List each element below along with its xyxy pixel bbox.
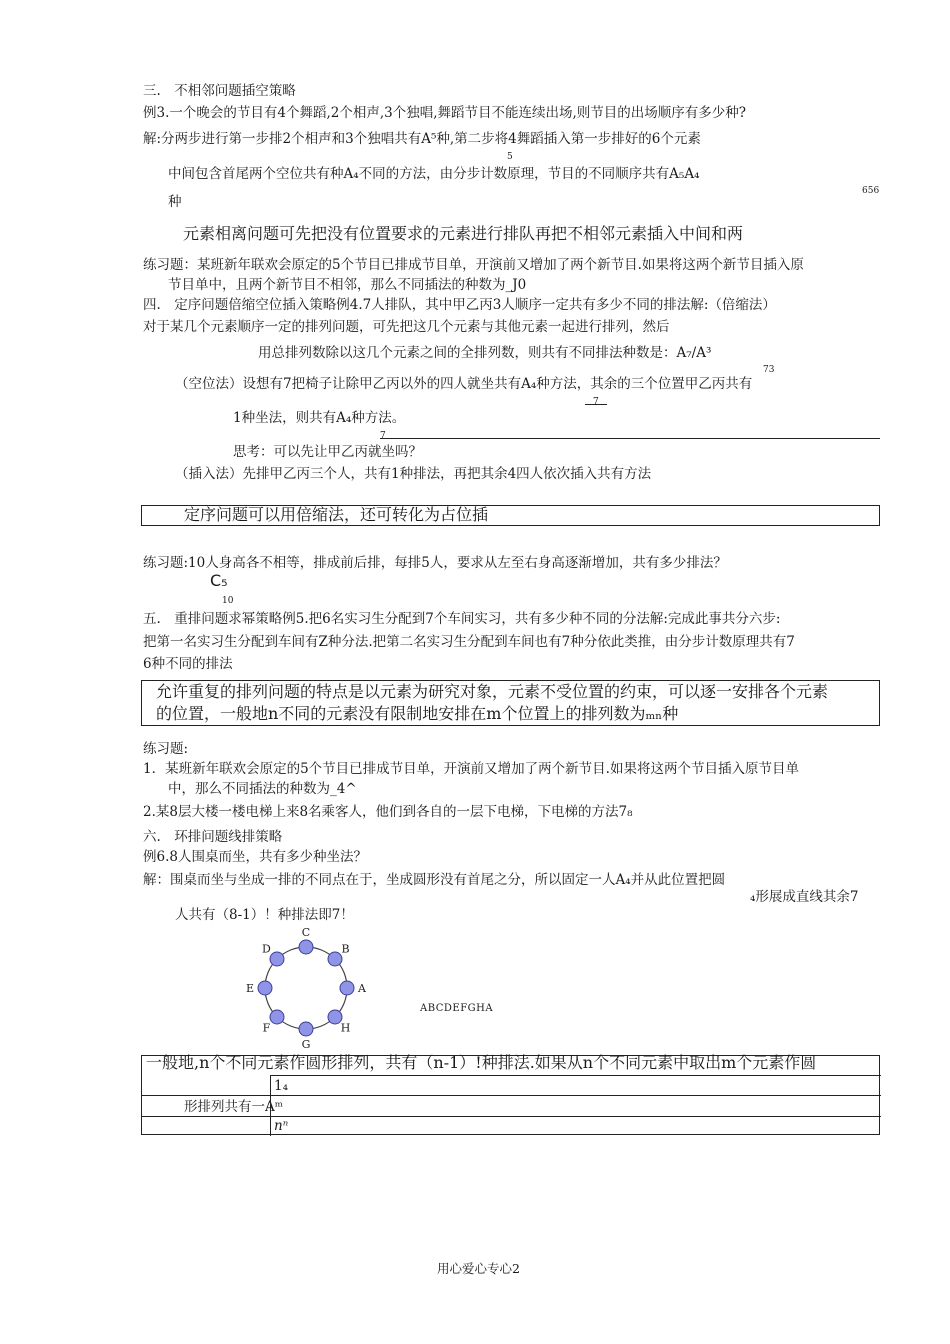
section6-note-row2: 1₄ [274, 1078, 289, 1094]
linear-arrangement-label: ABCDEFGHA [420, 1003, 494, 1014]
page-footer: 用心爱心专心2 [437, 1261, 520, 1276]
seat-label-f: F [262, 1021, 271, 1035]
section6-solution-line1: 解：围桌而坐与坐成一排的不同点在于，坐成圆形没有首尾之分，所以固定一人A₄并从此位置把圆 [143, 872, 726, 888]
section5-practice1-line2: 中，那么不同插法的种数为_4^ [168, 781, 357, 797]
seat-label-e: E [245, 982, 255, 995]
seat-node-g [299, 1022, 313, 1036]
section4-line4: （空位法）设想有7把椅子让除甲乙丙以外的四人就坐共有A₄种方法，其余的三个位置甲乙丙共有 [175, 376, 753, 392]
table-rule-1 [270, 1075, 881, 1076]
section4-answer: C₅ [210, 571, 228, 590]
section4-answer-subscript: 10 [222, 596, 234, 606]
section5-heading: 五. 重排问题求幂策略例5.把6名实习生分配到7个车间实习，共有多少种不同的分法解:完成此事共分六步: [143, 611, 781, 627]
seat-label-d: D [261, 942, 271, 956]
section4-subscript-7b: 7 [380, 431, 386, 441]
section3-subscript: 5 [507, 152, 513, 162]
section5-note-box [141, 680, 880, 726]
section6-solution-line2: ₄形展成直线其余7 [750, 889, 859, 905]
section3-tip: 元素相离问题可先把没有位置要求的元素进行排队再把不相邻元素插入中间和两 [183, 224, 744, 243]
section4-note-text: 定序问题可以用倍缩法，还可转化为占位插 [184, 505, 489, 524]
section5-note-line2: 的位置，一般地n不同的元素没有限制地安排在m个位置上的排列数为ₘₙ种 [156, 704, 679, 723]
seat-label-a: A [358, 982, 366, 995]
section3-solution-line2: 中间包含首尾两个空位共有种A₄不同的方法，由分步计数原理，节目的不同顺序共有A₅A₄ [168, 166, 700, 182]
section4-line2: 对于某几个元素顺序一定的排列问题，可先把这几个元素与其他元素一起进行排列，然后 [143, 319, 670, 335]
section3-solution-line3: 种 [168, 194, 182, 210]
section5-line2: 把第一名实习生分配到车间有Z种分法.把第二名实习生分配到车间也有7种分依此类推，由分步计数原理共有7 [143, 634, 795, 650]
seat-node-b [328, 952, 342, 966]
section5-practice-heading: 练习题: [143, 741, 189, 757]
section4-subscript-73: 73 [763, 365, 775, 375]
section5-line3: 6种不同的排法 [143, 656, 233, 672]
section6-solution-line3: 人共有（8-1）！种排法即7！ [175, 907, 354, 923]
seat-label-h: H [340, 1021, 351, 1035]
seat-label-b: B [341, 942, 350, 956]
seat-label-c: C [301, 926, 311, 939]
section3-heading: 三. 不相邻问题插空策略 [143, 83, 296, 99]
seat-node-f [270, 1010, 284, 1024]
seat-node-a [340, 981, 354, 995]
seat-label-g: G [301, 1038, 311, 1050]
table-rule-2 [142, 1095, 881, 1096]
round-table-diagram [240, 920, 380, 1050]
section4-divider [380, 438, 880, 439]
section4-blank-underline [585, 404, 607, 405]
section4-line6: 思考：可以先让甲乙丙就坐吗？ [233, 444, 422, 460]
seat-node-d [270, 952, 284, 966]
seat-node-c [299, 940, 313, 954]
section6-heading: 六. 环排问题线排策略 [143, 829, 283, 845]
section6-example: 例6.8人围桌而坐，共有多少种坐法？ [143, 849, 367, 865]
section5-note-line1: 允许重复的排列问题的特点是以元素为研究对象，元素不受位置的约束，可以逐一安排各个元素 [156, 682, 829, 701]
section4-subscript-7a: 7 [593, 397, 599, 407]
table-column-rule [270, 1075, 271, 1136]
seat-node-e [258, 981, 272, 995]
section6-note-table [141, 1055, 880, 1135]
section4-practice: 练习题:10人身高各不相等，排成前后排，每排5人，要求从左至右身高逐渐增加，共有多少排法？ [143, 555, 727, 571]
section5-practice2: 2.某8层大楼一楼电梯上来8名乘客人，他们到各自的一层下电梯，下电梯的方法7₈ [143, 804, 633, 820]
section4-line5: 1种坐法，则共有A₄种方法。 [233, 410, 406, 426]
section4-note-box [141, 505, 880, 526]
table-rule-3 [142, 1116, 881, 1117]
section3-practice-line2: 节目单中，且两个新节目不相邻，那么不同插法的种数为_J0 [168, 277, 527, 293]
section6-note-row4: nⁿ [274, 1118, 289, 1134]
section4-heading: 四. 定序问题倍缩空位插入策略例4.7人排队，其中甲乙丙3人顺序一定共有多少不同的排法解:（倍缩法） [143, 297, 776, 313]
section5-practice1-line1: 1．某班新年联欢会原定的5个节目已排成节目单，开演前又增加了两个新节目.如果将这两个节目插入原节目单 [143, 761, 799, 777]
section3-example: 例3.一个晚会的节目有4个舞蹈,2个相声,3个独唱,舞蹈节目不能连续出场,则节目的出场顺序有多少种? [143, 105, 747, 121]
section4-line7: （插入法）先排甲乙丙三个人，共有1种排法，再把其余4四人依次插入共有方法 [175, 466, 652, 482]
section6-note-line1: 一般地,n个不同元素作圆形排列，共有（n-1）!种排法.如果从n个不同元素中取出m个元素作圆 [146, 1053, 817, 1072]
section3-side-number: 656 [862, 186, 880, 196]
section6-note-row3: 形排列共有一Aᵐ [184, 1099, 284, 1115]
section4-line3: 用总排列数除以这几个元素之间的全排列数，则共有不同排法种数是：A₇/A³ [258, 345, 712, 361]
section3-solution-line1: 解:分两步进行第一步排2个相声和3个独唱共有A⁵种,第二步将4舞蹈插入第一步排好的6个元素 [143, 131, 701, 147]
section3-practice-line1: 练习题：某班新年联欢会原定的5个节目已排成节目单，开演前又增加了两个新节目.如果将这两个新节目插入原 [143, 257, 804, 273]
